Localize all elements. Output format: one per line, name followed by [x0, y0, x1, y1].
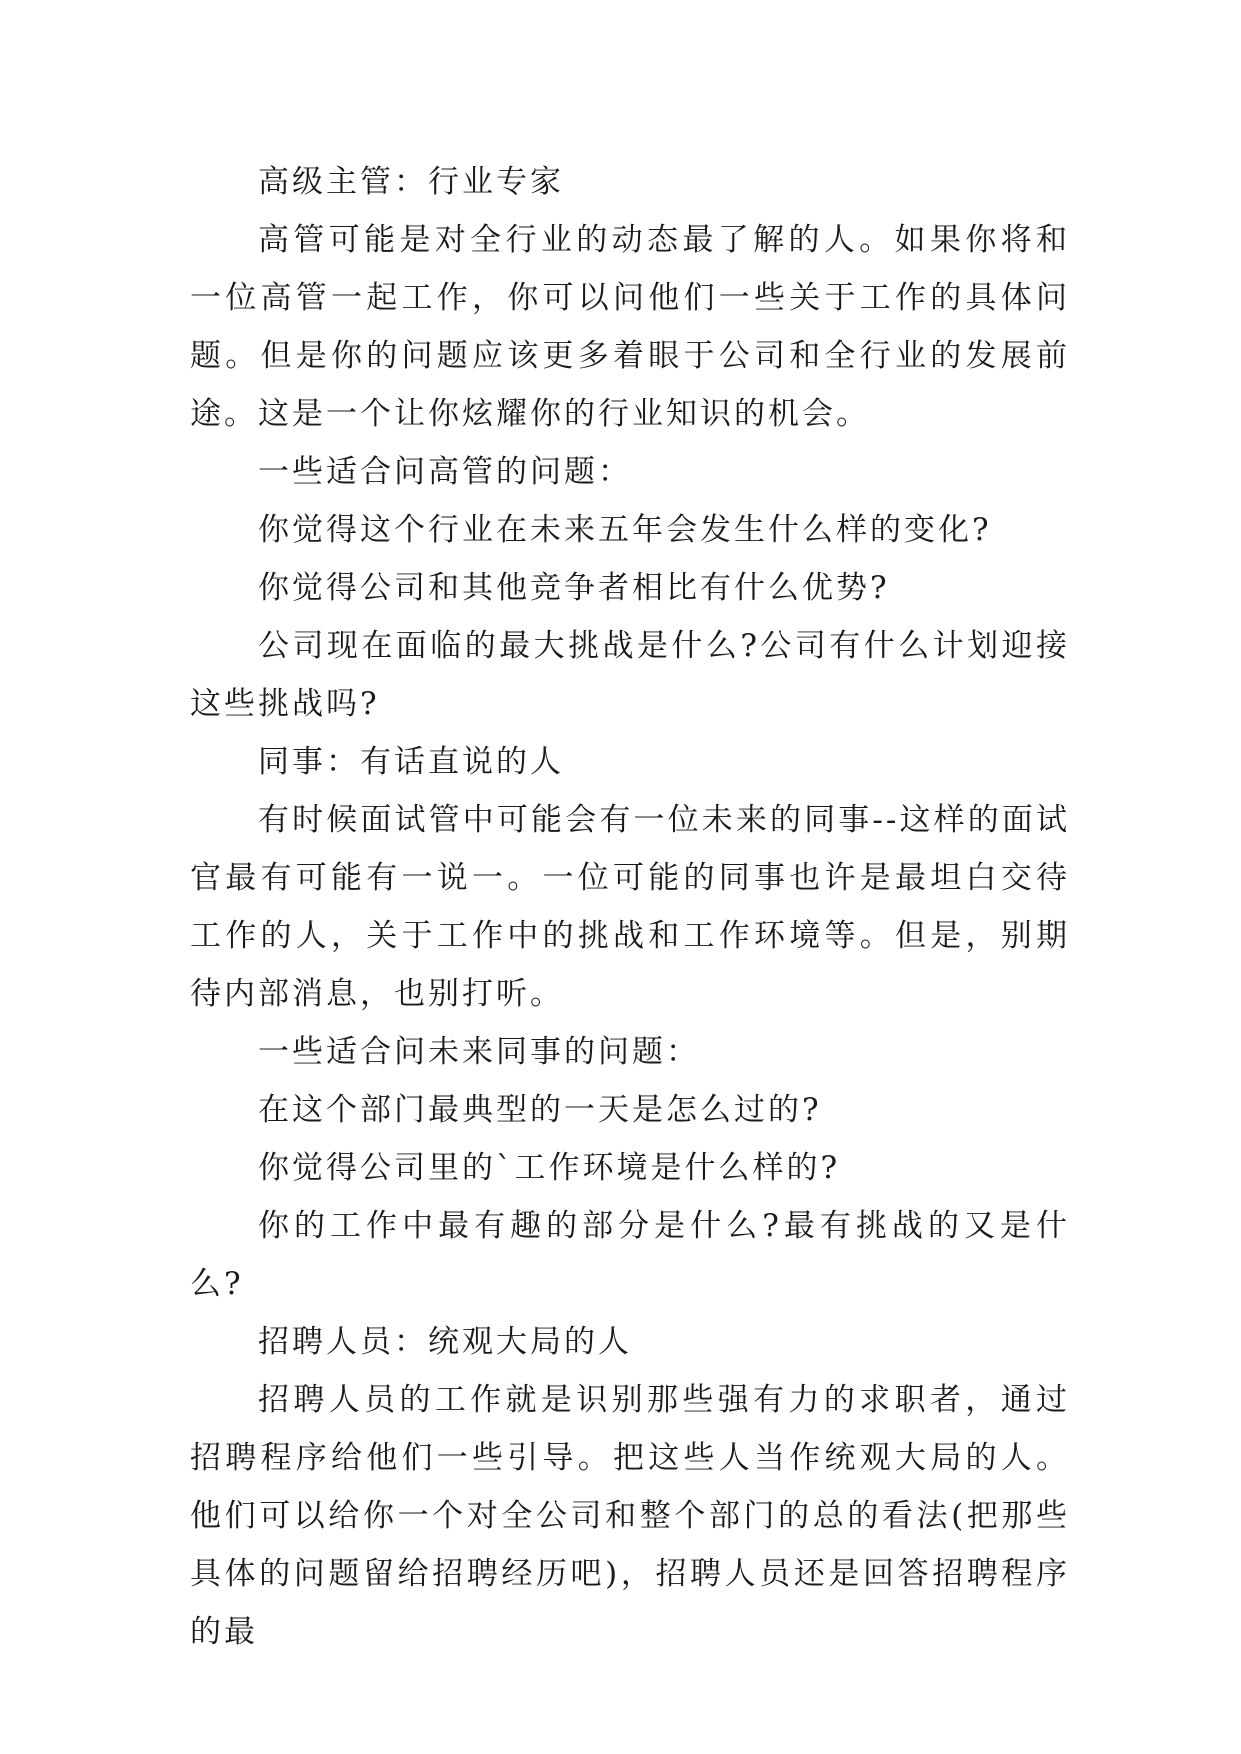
section-heading-recruiter: 招聘人员：统观大局的人	[258, 1324, 632, 1360]
question-item: 你觉得公司里的`工作环境是什么样的?	[258, 1150, 841, 1186]
section-heading-executive: 高级主管：行业专家	[258, 164, 564, 200]
question-item: 你觉得这个行业在未来五年会发生什么样的变化?	[258, 512, 992, 548]
question-item: 公司现在面临的最大挑战是什么?公司有什么计划迎接这些挑战吗?	[190, 628, 1070, 722]
question-item: 在这个部门最典型的一天是怎么过的?	[258, 1092, 822, 1128]
document-body	[190, 153, 1070, 1661]
paragraph-recruiter-intro: 招聘人员的工作就是识别那些强有力的求职者，通过招聘程序给他们一些引导。把这些人当作统观大局的人。他们可以给你一个对全公司和整个部门的总的看法(把那些具体的问题留给招聘经历吧)，招聘人员还是回答招聘程序的最	[190, 1382, 1070, 1650]
section-heading-colleague: 同事：有话直说的人	[258, 744, 564, 780]
paragraph-executive-intro: 高管可能是对全行业的动态最了解的人。如果你将和一位高管一起工作，你可以问他们一些关于工作的具体问题。但是你的问题应该更多着眼于公司和全行业的发展前途。这是一个让你炫耀你的行业知识的机会。	[190, 222, 1070, 432]
question-item: 你觉得公司和其他竞争者相比有什么优势?	[258, 570, 890, 606]
question-item: 你的工作中最有趣的部分是什么?最有挑战的又是什么?	[190, 1208, 1070, 1302]
question-list-heading-executive: 一些适合问高管的问题：	[258, 454, 632, 490]
paragraph-colleague-intro: 有时候面试管中可能会有一位未来的同事--这样的面试官最有可能有一说一。一位可能的同事也许是最坦白交待工作的人，关于工作中的挑战和工作环境等。但是，别期待内部消息，也别打听。	[190, 802, 1070, 1012]
question-list-heading-colleague: 一些适合问未来同事的问题：	[258, 1034, 700, 1070]
